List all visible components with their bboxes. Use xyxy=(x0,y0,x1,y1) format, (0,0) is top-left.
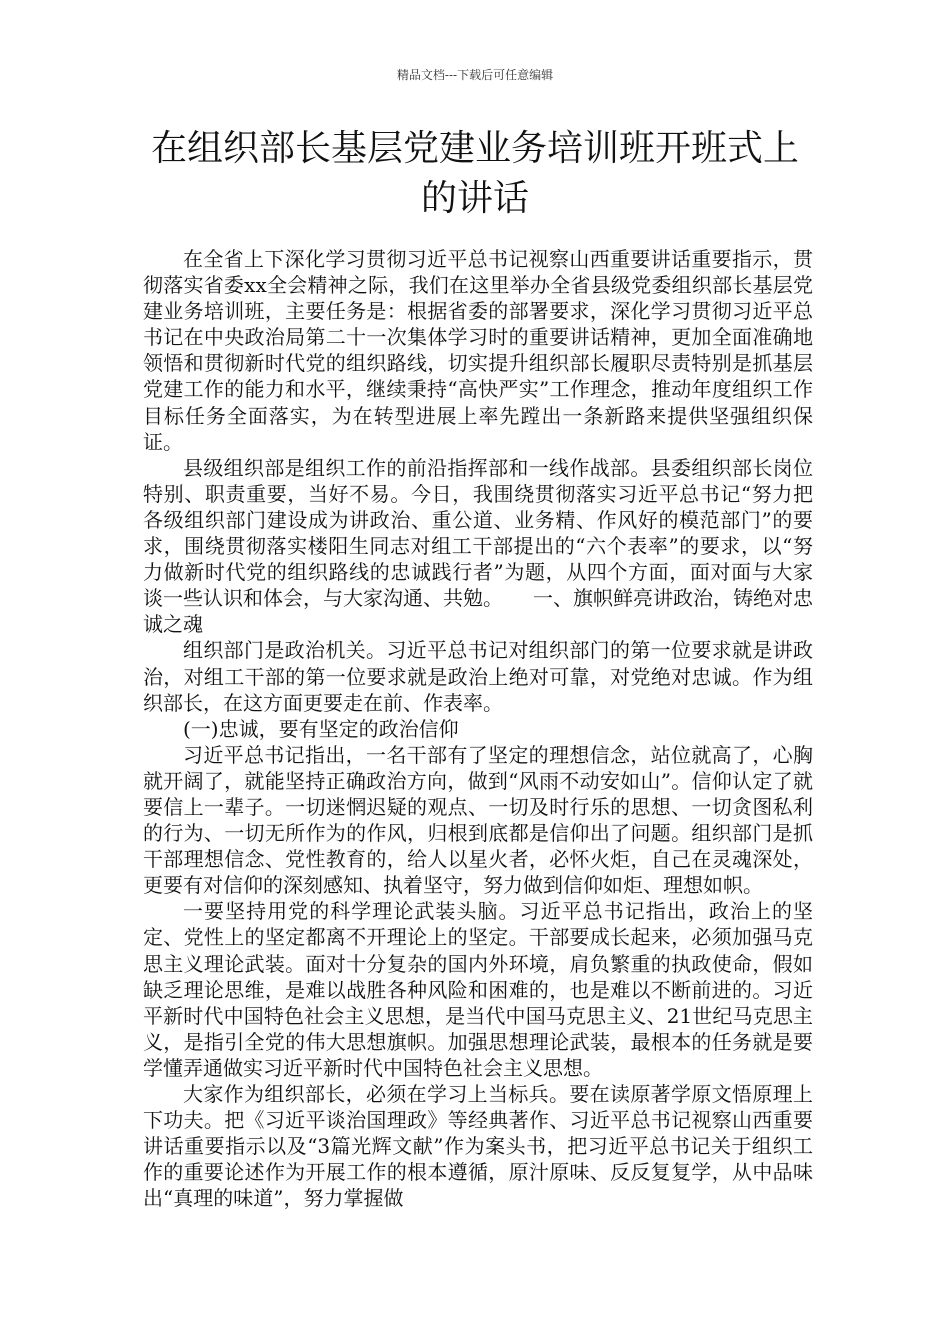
paragraph: 一要坚持用党的科学理论武装头脑。习近平总书记指出，政治上的坚定、党性上的坚定都离不开理论上的坚定。干部要成长起来，必须加强马克思主义理论武装。面对十分复杂的国内外环境，肩负繁重的执政使命，假如缺乏理论思维，是难以战胜各种风险和困难的，也是难以不断前进的。习近平新时代中国特色社会主义思想，是当代中国马克思主义、21世纪马克思主义，是指引全党的伟大思想旗帜。加强思想理论武装，最根本的任务就是要学懂弄通做实习近平新时代中国特色社会主义思想。 xyxy=(143,899,813,1080)
paragraph: 大家作为组织部长，必须在学习上当标兵。要在读原著学原文悟原理上下功夫。把《习近平谈治国理政》等经典著作、习近平总书记视察山西重要讲话重要指示以及“3篇光辉文献”作为案头书，把习近平总书记关于组织工作的重要论述作为开展工作的根本遵循，原汁原味、反反复复学，从中品味出“真理的味道”，努力掌握做 xyxy=(143,1082,813,1211)
paragraph: 在全省上下深化学习贯彻习近平总书记视察山西重要讲话重要指示，贯彻落实省委xx全会精神之际，我们在这里举办全省县级党委组织部长基层党建业务培训班，主要任务是：根据省委的部署要求，深化学习贯彻习近平总书记在中央政治局第二十一次集体学习时的重要讲话精神，更加全面准确地领悟和贯彻新时代党的组织路线，切实提升组织部长履职尽责特别是抓基层党建工作的能力和水平，继续秉持“高快严实”工作理念，推动年度组织工作目标任务全面落实，为在转型进展上率先蹚出一条新路来提供坚强组织保证。 xyxy=(143,247,813,454)
paragraph: 习近平总书记指出，一名干部有了坚定的理想信念，站位就高了，心胸就开阔了，就能坚持正确政治方向，做到“风雨不动安如山”。信仰认定了就要信上一辈子。一切迷惘迟疑的观点、一切及时行乐的思想、一切贪图私利的行为、一切无所作为的作风，归根到底都是信仰出了问题。组织部门是抓干部理想信念、党性教育的，给人以星火者，必怀火炬，自己在灵魂深处，更要有对信仰的深刻感知、执着坚守，努力做到信仰如炬、理想如帜。 xyxy=(143,742,813,898)
paragraph: 县级组织部是组织工作的前沿指挥部和一线作战部。县委组织部长岗位特别、职责重要，当好不易。今日，我围绕贯彻落实习近平总书记“努力把各级组织部门建设成为讲政治、重公道、业务精、作风好的模范部门”的要求，围绕贯彻落实楼阳生同志对组工干部提出的“六个表率”的要求，以“努力做新时代党的组织路线的忠诚践行者”为题，从四个方面，面对面与大家谈一些认识和体会，与大家沟通、共勉。 一、旗帜鲜亮讲政治，铸绝对忠诚之魂 xyxy=(143,455,813,637)
section-heading: (一)忠诚，要有坚定的政治信仰 xyxy=(183,716,459,741)
document-body xyxy=(143,246,813,1211)
paragraph: 组织部门是政治机关。习近平总书记对组织部门的第一位要求就是讲政治，对组工干部的第一位要求就是政治上绝对可靠，对党绝对忠诚。作为组织部长，在这方面更要走在前、作表率。 xyxy=(143,638,813,715)
header-note: 精品文档---下载后可任意编辑 xyxy=(396,68,554,82)
document-title: 在组织部长基层党建业务培训班开班式上的讲话 xyxy=(150,128,799,219)
